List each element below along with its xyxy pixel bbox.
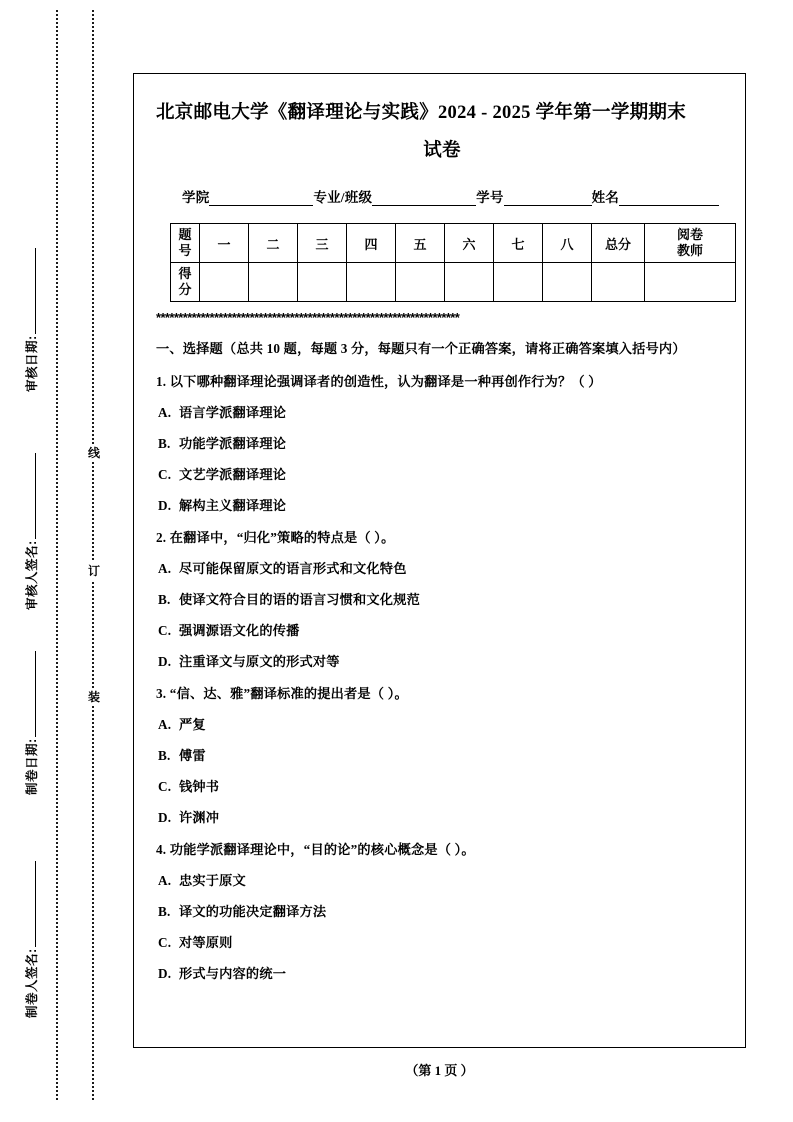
question-3 <box>156 684 728 704</box>
margin-label-maker-signature-blank <box>35 861 36 947</box>
field-college <box>182 186 313 206</box>
question-4 <box>156 840 728 860</box>
score-table-head-label-char-1: 题 <box>178 227 192 242</box>
score-cell-7[interactable] <box>494 263 543 302</box>
score-table-score-label <box>171 263 200 302</box>
exam-page-frame <box>133 73 746 1048</box>
section-heading: 一、选择题（总共 10 题，每题 3 分，每题只有一个正确答案，请将正确答案填入括号内） <box>156 341 686 356</box>
score-table-head-label <box>171 224 200 263</box>
question-3-option-b-text: 傅雷 <box>179 748 206 763</box>
question-2-option-c-key: C. <box>158 623 172 638</box>
exam-content <box>156 74 728 984</box>
margin-label-paper-date-blank <box>35 651 36 737</box>
score-cell-8[interactable] <box>543 263 592 302</box>
field-student-id-input[interactable] <box>504 191 592 206</box>
question-4-option-d[interactable] <box>156 964 728 984</box>
question-1-option-a-text: 语言学派翻译理论 <box>179 405 287 420</box>
question-3-option-a-key: A. <box>158 717 172 732</box>
margin-label-review-date-blank <box>35 248 36 334</box>
question-4-option-c-text: 对等原则 <box>179 935 233 950</box>
table-row-scores <box>171 263 736 302</box>
score-table-teacher-label <box>645 224 736 263</box>
score-cell-6[interactable] <box>445 263 494 302</box>
margin-label-maker-signature <box>22 788 40 1018</box>
margin-label-review-date <box>22 162 40 392</box>
score-cell-2[interactable] <box>249 263 298 302</box>
question-3-option-a[interactable] <box>156 715 728 735</box>
score-cell-teacher[interactable] <box>645 263 736 302</box>
score-table-teacher-label-line-2: 教师 <box>676 243 703 258</box>
question-1-option-d-key: D. <box>158 498 172 513</box>
question-4-option-c[interactable] <box>156 933 728 953</box>
question-1-option-a-key: A. <box>158 405 172 420</box>
score-table <box>170 223 736 302</box>
question-3-text: “信、达、雅”翻译标准的提出者是（ ）。 <box>169 686 408 701</box>
field-major-class-label: 专业/班级 <box>313 190 373 205</box>
page-indicator: （第 1 页 ） <box>405 1063 474 1078</box>
margin-label-maker-signature-text: 制卷人签名: <box>25 948 39 1018</box>
question-3-option-d[interactable] <box>156 808 728 828</box>
question-3-option-b-key: B. <box>158 748 171 763</box>
asterisk-divider: ******************************************************************** <box>156 313 460 324</box>
score-cell-total[interactable] <box>592 263 645 302</box>
question-4-text: 功能学派翻译理论中，“目的论”的核心概念是（ ）。 <box>169 842 475 857</box>
question-2-option-d-text: 注重译文与原文的形式对等 <box>179 654 340 669</box>
score-table-head-label-char-2: 号 <box>178 243 192 258</box>
field-student-name <box>592 186 719 206</box>
question-1-option-c-key: C. <box>158 467 172 482</box>
exam-title-line-2: 试卷 <box>423 141 461 161</box>
page-footer <box>133 1060 746 1079</box>
field-student-name-input[interactable] <box>619 191 719 206</box>
score-table-teacher-label-line-1: 阅卷 <box>676 227 703 242</box>
score-table-qnum-5: 五 <box>396 224 445 263</box>
question-4-option-c-key: C. <box>158 935 172 950</box>
question-3-option-a-text: 严复 <box>179 717 206 732</box>
binding-mark-bind: 订 <box>85 562 103 580</box>
question-4-option-d-text: 形式与内容的统一 <box>179 966 287 981</box>
question-3-option-d-key: D. <box>158 810 172 825</box>
exam-title-line-1: 北京邮电大学《翻译理论与实践》2024 - 2025 学年第一学期期末 <box>156 103 687 123</box>
field-college-label: 学院 <box>182 190 210 205</box>
question-3-option-c-key: C. <box>158 779 172 794</box>
question-2-option-b-text: 使译文符合目的语的语言习惯和文化规范 <box>179 592 420 607</box>
score-cell-5[interactable] <box>396 263 445 302</box>
margin-dotted-rule-inner <box>92 10 94 1100</box>
margin-label-review-date-text: 审核日期: <box>25 335 39 392</box>
question-1-option-b-text: 功能学派翻译理论 <box>179 436 287 451</box>
question-4-option-d-key: D. <box>158 966 172 981</box>
question-3-option-d-text: 许渊冲 <box>179 810 220 825</box>
score-cell-3[interactable] <box>298 263 347 302</box>
question-2-text: 在翻译中，“归化”策略的特点是（ ）。 <box>169 530 395 545</box>
question-4-option-a[interactable] <box>156 871 728 891</box>
student-info-row <box>182 186 728 206</box>
field-student-id <box>476 186 591 206</box>
question-1-option-b-key: B. <box>158 436 171 451</box>
score-table-qnum-7: 七 <box>494 224 543 263</box>
question-3-option-c-text: 钱钟书 <box>179 779 220 794</box>
margin-label-reviewer-signature-text: 审核人签名: <box>25 540 39 610</box>
score-table-qnum-6: 六 <box>445 224 494 263</box>
table-row-question-numbers <box>171 224 736 263</box>
page-title <box>156 94 728 170</box>
question-2-option-a-key: A. <box>158 561 172 576</box>
question-2-option-c[interactable] <box>156 621 728 641</box>
margin-dotted-rule-outer <box>56 10 58 1100</box>
question-3-option-b[interactable] <box>156 746 728 766</box>
margin-label-reviewer-signature-blank <box>35 453 36 539</box>
question-4-option-b-text: 译文的功能决定翻译方法 <box>179 904 327 919</box>
score-table-qnum-2: 二 <box>249 224 298 263</box>
question-4-option-b-key: B. <box>158 904 171 919</box>
question-1-option-c[interactable] <box>156 465 728 485</box>
question-4-number: 4. <box>156 842 167 857</box>
margin-label-paper-date <box>22 565 40 795</box>
score-table-score-label-char-2: 分 <box>178 282 192 297</box>
question-3-option-c[interactable] <box>156 777 728 797</box>
question-1 <box>156 372 728 392</box>
score-table-score-label-char-1: 得 <box>178 266 192 281</box>
question-2-option-d-key: D. <box>158 654 172 669</box>
score-table-total-label: 总分 <box>592 224 645 263</box>
question-2-option-b-key: B. <box>158 592 171 607</box>
score-table-container <box>170 223 715 302</box>
binding-mark-line: 线 <box>85 444 103 462</box>
question-1-text: 以下哪种翻译理论强调译者的创造性，认为翻译是一种再创作行为？（ ） <box>169 374 602 389</box>
question-1-option-c-text: 文艺学派翻译理论 <box>179 467 287 482</box>
question-1-number: 1. <box>156 374 167 389</box>
field-student-name-label: 姓名 <box>591 190 619 205</box>
score-table-qnum-3: 三 <box>298 224 347 263</box>
question-1-option-a[interactable] <box>156 403 728 423</box>
question-2 <box>156 528 728 548</box>
score-table-qnum-8: 八 <box>543 224 592 263</box>
question-2-option-a[interactable] <box>156 559 728 579</box>
question-3-number: 3. <box>156 686 167 701</box>
field-major-class <box>313 186 476 206</box>
score-cell-4[interactable] <box>347 263 396 302</box>
question-2-option-d[interactable] <box>156 652 728 672</box>
question-2-number: 2. <box>156 530 167 545</box>
score-cell-1[interactable] <box>200 263 249 302</box>
question-2-option-b[interactable] <box>156 590 728 610</box>
question-4-option-a-text: 忠实于原文 <box>179 873 246 888</box>
margin-label-paper-date-text: 制卷日期: <box>25 738 39 795</box>
score-table-qnum-4: 四 <box>347 224 396 263</box>
question-1-option-d-text: 解构主义翻译理论 <box>179 498 287 513</box>
exam-body <box>156 337 728 984</box>
field-major-class-input[interactable] <box>372 191 476 206</box>
question-1-option-d[interactable] <box>156 496 728 516</box>
question-2-option-c-text: 强调源语文化的传播 <box>179 623 300 638</box>
question-1-option-b[interactable] <box>156 434 728 454</box>
field-college-input[interactable] <box>209 191 313 206</box>
left-margin-area <box>0 0 133 1122</box>
score-table-qnum-1: 一 <box>200 224 249 263</box>
question-4-option-b[interactable] <box>156 902 728 922</box>
field-student-id-label: 学号 <box>476 190 504 205</box>
question-4-option-a-key: A. <box>158 873 172 888</box>
question-2-option-a-text: 尽可能保留原文的语言形式和文化特色 <box>179 561 407 576</box>
binding-mark-pack: 装 <box>85 688 103 706</box>
